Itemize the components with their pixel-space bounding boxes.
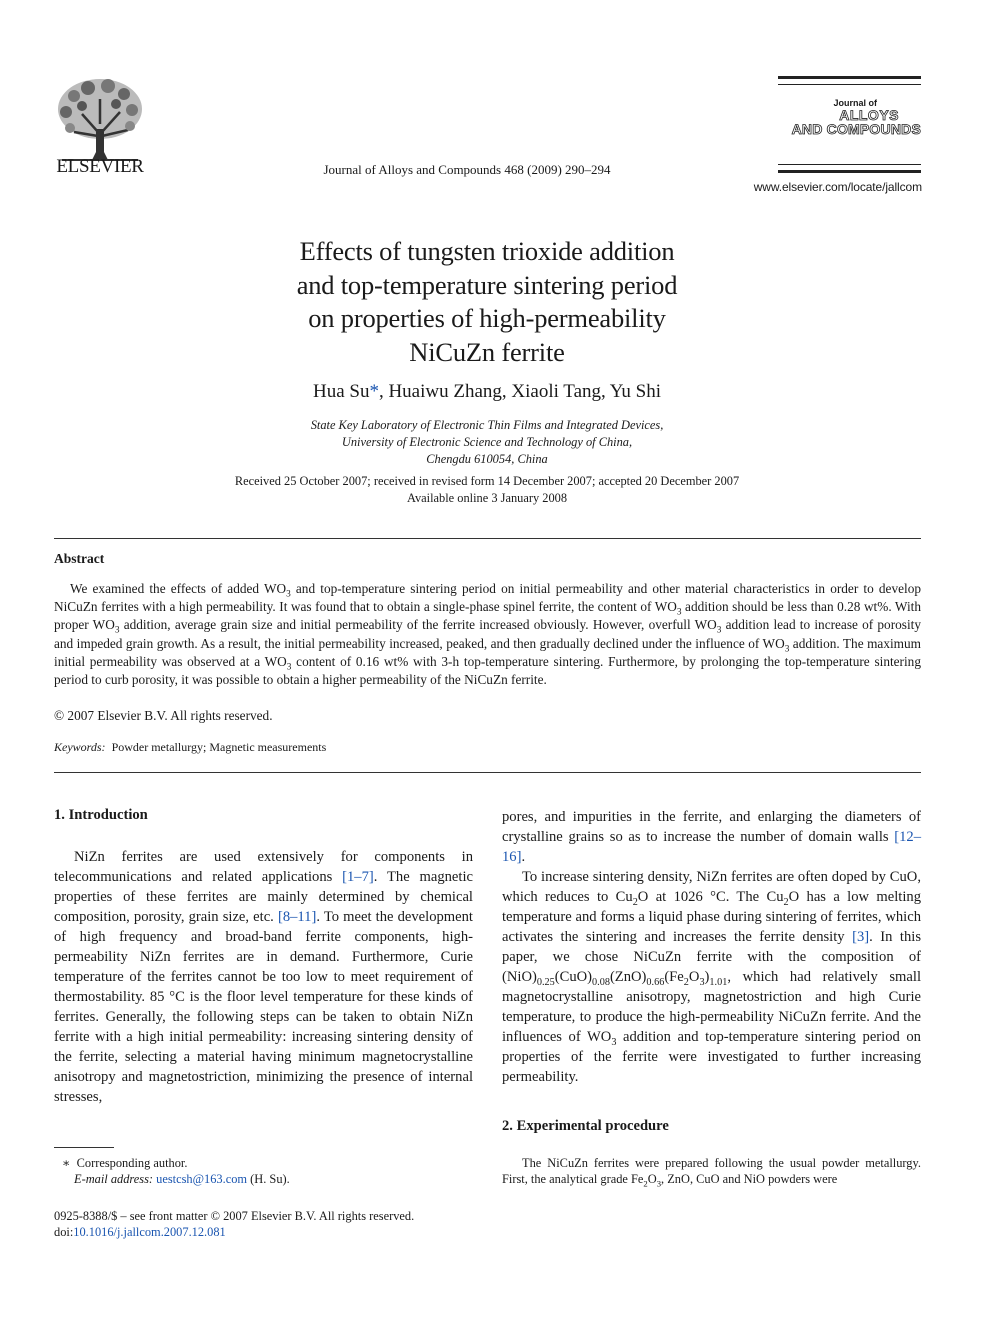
subscript: 3 <box>699 976 705 988</box>
subscript: 3 <box>784 644 790 655</box>
issn-line: 0925-8388/$ – see front matter © 2007 Elsevier B.V. All rights reserved. <box>54 1209 415 1223</box>
copyright: © 2007 Elsevier B.V. All rights reserved. <box>54 708 273 723</box>
abstract-text: addition lead to increase of porosity and impeded grain growth. As a result, the initial permeability increased, peaked, and then gradually declined under the influence of WO <box>54 617 921 651</box>
keywords-label: Keywords: <box>54 740 106 754</box>
journal-logo-line3: AND COMPOUNDS <box>791 121 921 137</box>
journal-citation: Journal of Alloys and Compounds 468 (2009) 290–294 <box>323 162 611 177</box>
abstract-heading: Abstract <box>54 551 105 566</box>
body-text: (Fe <box>664 969 684 985</box>
body-text: (ZnO) <box>609 969 647 985</box>
subscript: 3 <box>656 1178 662 1189</box>
email-label: E-mail address: <box>74 1172 154 1187</box>
subscript: 2 <box>783 896 789 908</box>
journal-logo <box>778 98 921 137</box>
body-text: The NiCuZn ferrites were prepared following the usual powder metallurgy. First, the analytical grade Fe <box>502 1156 921 1187</box>
subscript: 0.66 <box>646 976 665 988</box>
subscript: 0.25 <box>536 976 555 988</box>
keywords <box>54 740 326 755</box>
reference-link[interactable]: [8–11] <box>277 909 317 925</box>
journal-logo-line2: ALLOYS <box>839 107 899 123</box>
doi-prefix: doi: <box>54 1225 74 1240</box>
body-text: addition and top-temperature sintering period on properties of the ferrite were investigated to further increasing permeability. <box>502 1029 921 1085</box>
body-text: pores, and impurities in the ferrite, and enlarging the diameters of crystalline grains so as to increase the number of domain walls <box>502 809 921 845</box>
author-email-link[interactable]: uestcsh@163.com <box>156 1172 248 1187</box>
subscript: 3 <box>286 589 291 600</box>
body-text: , ZnO, CuO and NiO powders were <box>661 1172 838 1187</box>
body-text: , which had relatively small magnetocrystalline anisotropy, magnetostriction and high Curie temperature, to produce the high-permeability NiCuZn ferrite. And the influences of WO <box>502 969 921 1045</box>
section-heading-experimental: 2. Experimental procedure <box>502 1118 669 1134</box>
email-suffix: (H. Su). <box>247 1172 290 1187</box>
reference-link[interactable]: [3] <box>852 929 870 945</box>
abstract-text: content of 0.16 wt% with 3-h top-temperature sintering. Furthermore, by prolonging the top-temperature sintering period to curb porosity, it was possible to obtain a higher permeability of the NiCuZn ferrite. <box>54 653 921 688</box>
body-text: O <box>688 969 700 985</box>
received-dates: Received 25 October 2007; received in revised form 14 December 2007; accepted 20 December 2007 <box>234 474 740 488</box>
divider <box>54 772 921 773</box>
experimental-body <box>502 1155 921 1188</box>
footnote-star: ∗ <box>62 1156 71 1170</box>
abstract-text: addition, average grain size and initial permeability of the ferrite increased obviously. However, overfull WO <box>119 617 717 633</box>
body-text: . <box>521 849 526 865</box>
title-line: on properties of high-permeability <box>308 303 666 333</box>
left-column <box>54 847 473 1107</box>
abstract-body <box>54 580 921 689</box>
affiliation <box>200 417 774 468</box>
subscript: 2 <box>683 976 689 988</box>
body-text: To increase sintering density, NiZn ferrites are often doped by CuO, which reduces to Cu <box>502 869 921 905</box>
divider <box>54 538 921 539</box>
article-title <box>240 235 734 369</box>
journal-rule <box>778 170 921 173</box>
journal-logo-line1: Journal of <box>833 98 877 108</box>
abstract-text: and top-temperature sintering period on initial permeability and other material characteristics in order to develop NiCuZn ferrites with a high permeability. It was found that to obtain a single-phase spinel ferrite, the content of WO <box>54 581 921 615</box>
body-text: . In this paper, we chose NiCuZn ferrite with the composition of (NiO) <box>502 929 922 985</box>
footnote <box>62 1155 462 1188</box>
body-text: O <box>647 1172 657 1187</box>
body-text: O at 1026 °C. The Cu <box>637 889 784 905</box>
title-line: and top-temperature sintering period <box>296 269 678 300</box>
author-name: Hua Su <box>312 381 370 402</box>
subscript: 3 <box>611 1036 617 1048</box>
body-text: . The magnetic properties of these ferrites are mainly determined by chemical composition, porosity, grain size, etc. <box>54 869 473 925</box>
section-heading-introduction: 1. Introduction <box>54 807 148 823</box>
journal-url[interactable]: www.elsevier.com/locate/jallcom <box>753 180 922 194</box>
abstract-text: addition. The maximum initial permeability was observed at a WO <box>54 635 921 669</box>
author-names: , Huaiwu Zhang, Xiaoli Tang, Yu Shi <box>378 381 662 402</box>
subscript: 0.08 <box>592 976 610 988</box>
reference-link[interactable]: [1–7] <box>342 869 374 885</box>
subscript: 3 <box>114 626 120 637</box>
subscript: 1.01 <box>709 976 728 988</box>
body-text: . To meet the development of high frequency and broad-band ferrite components, high-permeability NiZn ferrites are in demand. Furthermore, Curie temperature of the ferrites cannot be too low to meet requirement of thermostability. 85 °C is the floor level temperature for these kinds of ferrites. Generally, the following steps can be taken to obtain NiZn ferrite with a high initial permeability: increasing sintering density of the ferrite, selecting a material having minimum magnetocrystalline anisotropy and magnetostriction, minimizing the presence of internal stresses, <box>54 909 473 1105</box>
subscript: 3 <box>676 607 682 618</box>
journal-rule <box>778 76 921 79</box>
body-text: (CuO) <box>554 969 593 985</box>
title-line: NiCuZn ferrite <box>409 336 565 367</box>
author-list <box>200 381 774 403</box>
corresponding-author-link[interactable]: * <box>369 381 379 402</box>
title-line: Effects of tungsten trioxide addition <box>299 236 675 266</box>
body-text: ) <box>704 969 710 985</box>
available-online: Available online 3 January 2008 <box>406 491 568 505</box>
body-text: O has a low melting temperature and forms a liquid phase during sintering of ferrites, which activates the sintering and increases the ferrite density <box>502 889 921 945</box>
doi-link[interactable]: 10.1016/j.jallcom.2007.12.081 <box>73 1225 226 1240</box>
body-text: NiZn ferrites are used extensively for components in telecommunications and related applications <box>54 849 473 885</box>
footnote-rule <box>54 1147 114 1148</box>
publisher-name: ELSEVIER <box>56 156 144 177</box>
affiliation-line: University of Electronic Science and Technology of China, <box>341 435 633 449</box>
journal-rule <box>778 84 921 85</box>
journal-rule <box>778 164 921 165</box>
abstract-text: We examined the effects of added WO <box>70 581 287 596</box>
abstract-text: addition should be less than 0.28 wt%. With proper WO <box>54 599 921 633</box>
affiliation-line: State Key Laboratory of Electronic Thin Films and Integrated Devices, <box>310 418 664 432</box>
subscript: 2 <box>632 896 638 908</box>
right-column <box>502 807 921 1087</box>
article-history <box>150 473 824 507</box>
reference-link[interactable]: [12–16] <box>502 829 921 865</box>
footnote-corresponding: Corresponding author. <box>76 1156 188 1170</box>
keywords-list: Powder metallurgy; Magnetic measurements <box>111 740 327 754</box>
issn-info <box>54 1208 484 1241</box>
affiliation-line: Chengdu 610054, China <box>426 452 548 466</box>
subscript: 2 <box>643 1178 648 1189</box>
subscript: 3 <box>716 626 722 637</box>
subscript: 3 <box>286 662 292 673</box>
